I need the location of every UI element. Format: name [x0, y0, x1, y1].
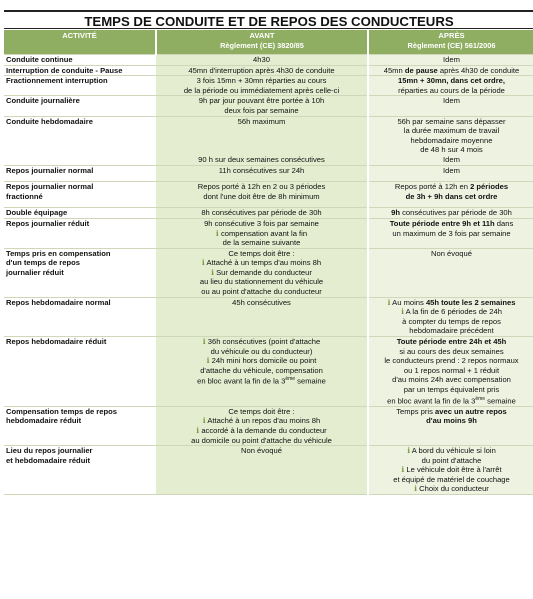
apres-cell: 15mn + 30mn, dans cet ordre, réparties au cours de la période: [368, 76, 533, 96]
info-bullet-icon: ℹ: [215, 228, 219, 238]
info-bullet-icon: ℹ: [407, 446, 411, 456]
apres-cell: ℹ Au moins 45h toute les 2 semaines ℹ A la fin de 6 périodes de 24h à compter du temps de repos hebdomadaire précédent: [368, 297, 533, 336]
activite-cell: Repos hebdomadaire réduit: [4, 337, 156, 407]
activite-cell: Repos hebdomadaire normal: [4, 297, 156, 336]
table-row: [4, 297, 533, 336]
avant-cell: 9h consécutive 3 fois par semaine ℹ compensation avant la fin de la semaine suivante: [156, 218, 368, 248]
info-bullet-icon: ℹ: [387, 297, 391, 307]
info-bullet-icon: ℹ: [196, 425, 200, 435]
avant-cell: Ce temps doit être : ℹ Attaché à un temps d'au moins 8h ℹ Sur demande du conducteur au lieu du stationnement du véhicule ou au point d'attache du conducteur: [156, 248, 368, 297]
avant-cell: 9h par jour pouvant être portée à 10h deux fois par semaine: [156, 96, 368, 116]
info-bullet-icon: ℹ: [401, 465, 405, 475]
table-row: [4, 218, 533, 248]
table-row: [4, 116, 533, 165]
apres-cell: Repos porté à 12h en 2 périodes de 3h + 9h dans cet ordre: [368, 182, 533, 208]
apres-cell: Temps pris avec un autre repos d'au moins 9h: [368, 406, 533, 445]
table-header-row: [4, 30, 533, 55]
avant-cell: ℹ 36h consécutives (point d'attache du véhicule ou du conducteur) ℹ 24h mini hors domicile ou point d'attache du véhicule, compensation en bloc avant la fin de la 3ème semaine: [156, 337, 368, 407]
activite-cell: Conduite hebdomadaire: [4, 116, 156, 165]
avant-cell: 56h maximum 90 h sur deux semaines consécutives: [156, 116, 368, 165]
activite-cell: Repos journalier normal: [4, 165, 156, 182]
avant-cell: 8h consécutives par période de 30h: [156, 208, 368, 219]
page-title: TEMPS DE CONDUITE ET DE REPOS DES CONDUCTEURS: [4, 10, 533, 29]
info-bullet-icon: ℹ: [206, 356, 210, 366]
info-bullet-icon: ℹ: [401, 307, 404, 317]
activite-cell: Compensation temps de repos hebdomadaire réduit: [4, 406, 156, 445]
avant-cell: Non évoqué: [156, 446, 368, 495]
activite-cell: Interruption de conduite - Pause: [4, 65, 156, 76]
apres-cell: Idem: [368, 55, 533, 66]
activite-cell: Temps pris en compensation d'un temps de repos journalier réduit: [4, 248, 156, 297]
apres-cell: ℹ A bord du véhicule si loin du point d'attache ℹ Le véhicule doit être à l'arrêt et équipé de matériel de couchage ℹ Choix du conducteur: [368, 446, 533, 495]
info-bullet-icon: ℹ: [201, 258, 205, 268]
activite-cell: Double équipage: [4, 208, 156, 219]
activite-cell: Repos journalier normal fractionné: [4, 182, 156, 208]
table-row: [4, 165, 533, 182]
apres-cell: 45mn de pause après 4h30 de conduite: [368, 65, 533, 76]
apres-cell: Idem: [368, 96, 533, 116]
info-bullet-icon: ℹ: [414, 484, 418, 494]
table-row: [4, 248, 533, 297]
apres-cell: Toute période entre 24h et 45h si au cours des deux semaines le conducteurs prend : 2 repos normaux ou 1 repos normal + 1 réduit d'au moins 24h avec compensation par un temps équivalent pris en bloc avant la fin de la 3ème semaine: [368, 337, 533, 407]
apres-cell: Idem: [368, 165, 533, 182]
activite-cell: Repos journalier réduit: [4, 218, 156, 248]
avant-cell: 11h consécutives sur 24h: [156, 165, 368, 182]
table-row: [4, 182, 533, 208]
activite-cell: Lieu du repos journalier et hebdomadaire réduit: [4, 446, 156, 495]
rules-table: [4, 30, 533, 495]
info-bullet-icon: ℹ: [211, 267, 214, 277]
table-row: [4, 65, 533, 76]
activite-cell: Fractionnement interruption: [4, 76, 156, 96]
column-header-activite: ACTIVITÉ: [4, 30, 156, 55]
avant-cell: 3 fois 15mn + 30mn réparties au cours de la période ou immédiatement après celle-ci: [156, 76, 368, 96]
column-header-avant: AVANT Règlement (CE) 3820/85: [156, 30, 368, 55]
table-row: [4, 55, 533, 66]
table-row: [4, 96, 533, 116]
apres-cell: 9h consécutives par période de 30h: [368, 208, 533, 219]
apres-cell: Toute période entre 9h et 11h dans un maximum de 3 fois par semaine: [368, 218, 533, 248]
table-row: [4, 76, 533, 96]
table-row: [4, 446, 533, 495]
table-row: [4, 337, 533, 407]
avant-cell: Repos porté à 12h en 2 ou 3 périodes dont l'une doit être de 8h minimum: [156, 182, 368, 208]
info-bullet-icon: ℹ: [202, 416, 206, 426]
activite-cell: Conduite journalière: [4, 96, 156, 116]
avant-cell: 4h30: [156, 55, 368, 66]
column-header-apres: APRÈS Règlement (CE) 561/2006: [368, 30, 533, 55]
apres-cell: Non évoqué: [368, 248, 533, 297]
table-row: [4, 406, 533, 445]
table-row: [4, 208, 533, 219]
apres-cell: 56h par semaine sans dépasser la durée maximum de travail hebdomadaire moyenne de 48 h sur 4 mois Idem: [368, 116, 533, 165]
avant-cell: 45h consécutives: [156, 297, 368, 336]
info-bullet-icon: ℹ: [202, 337, 206, 347]
avant-cell: Ce temps doit être : ℹ Attaché à un repos d'au moins 8h ℹ accordé à la demande du conducteur au domicile ou point d'attache du véhicule: [156, 406, 368, 445]
activite-cell: Conduite continue: [4, 55, 156, 66]
avant-cell: 45mn d'interruption après 4h30 de conduite: [156, 65, 368, 76]
